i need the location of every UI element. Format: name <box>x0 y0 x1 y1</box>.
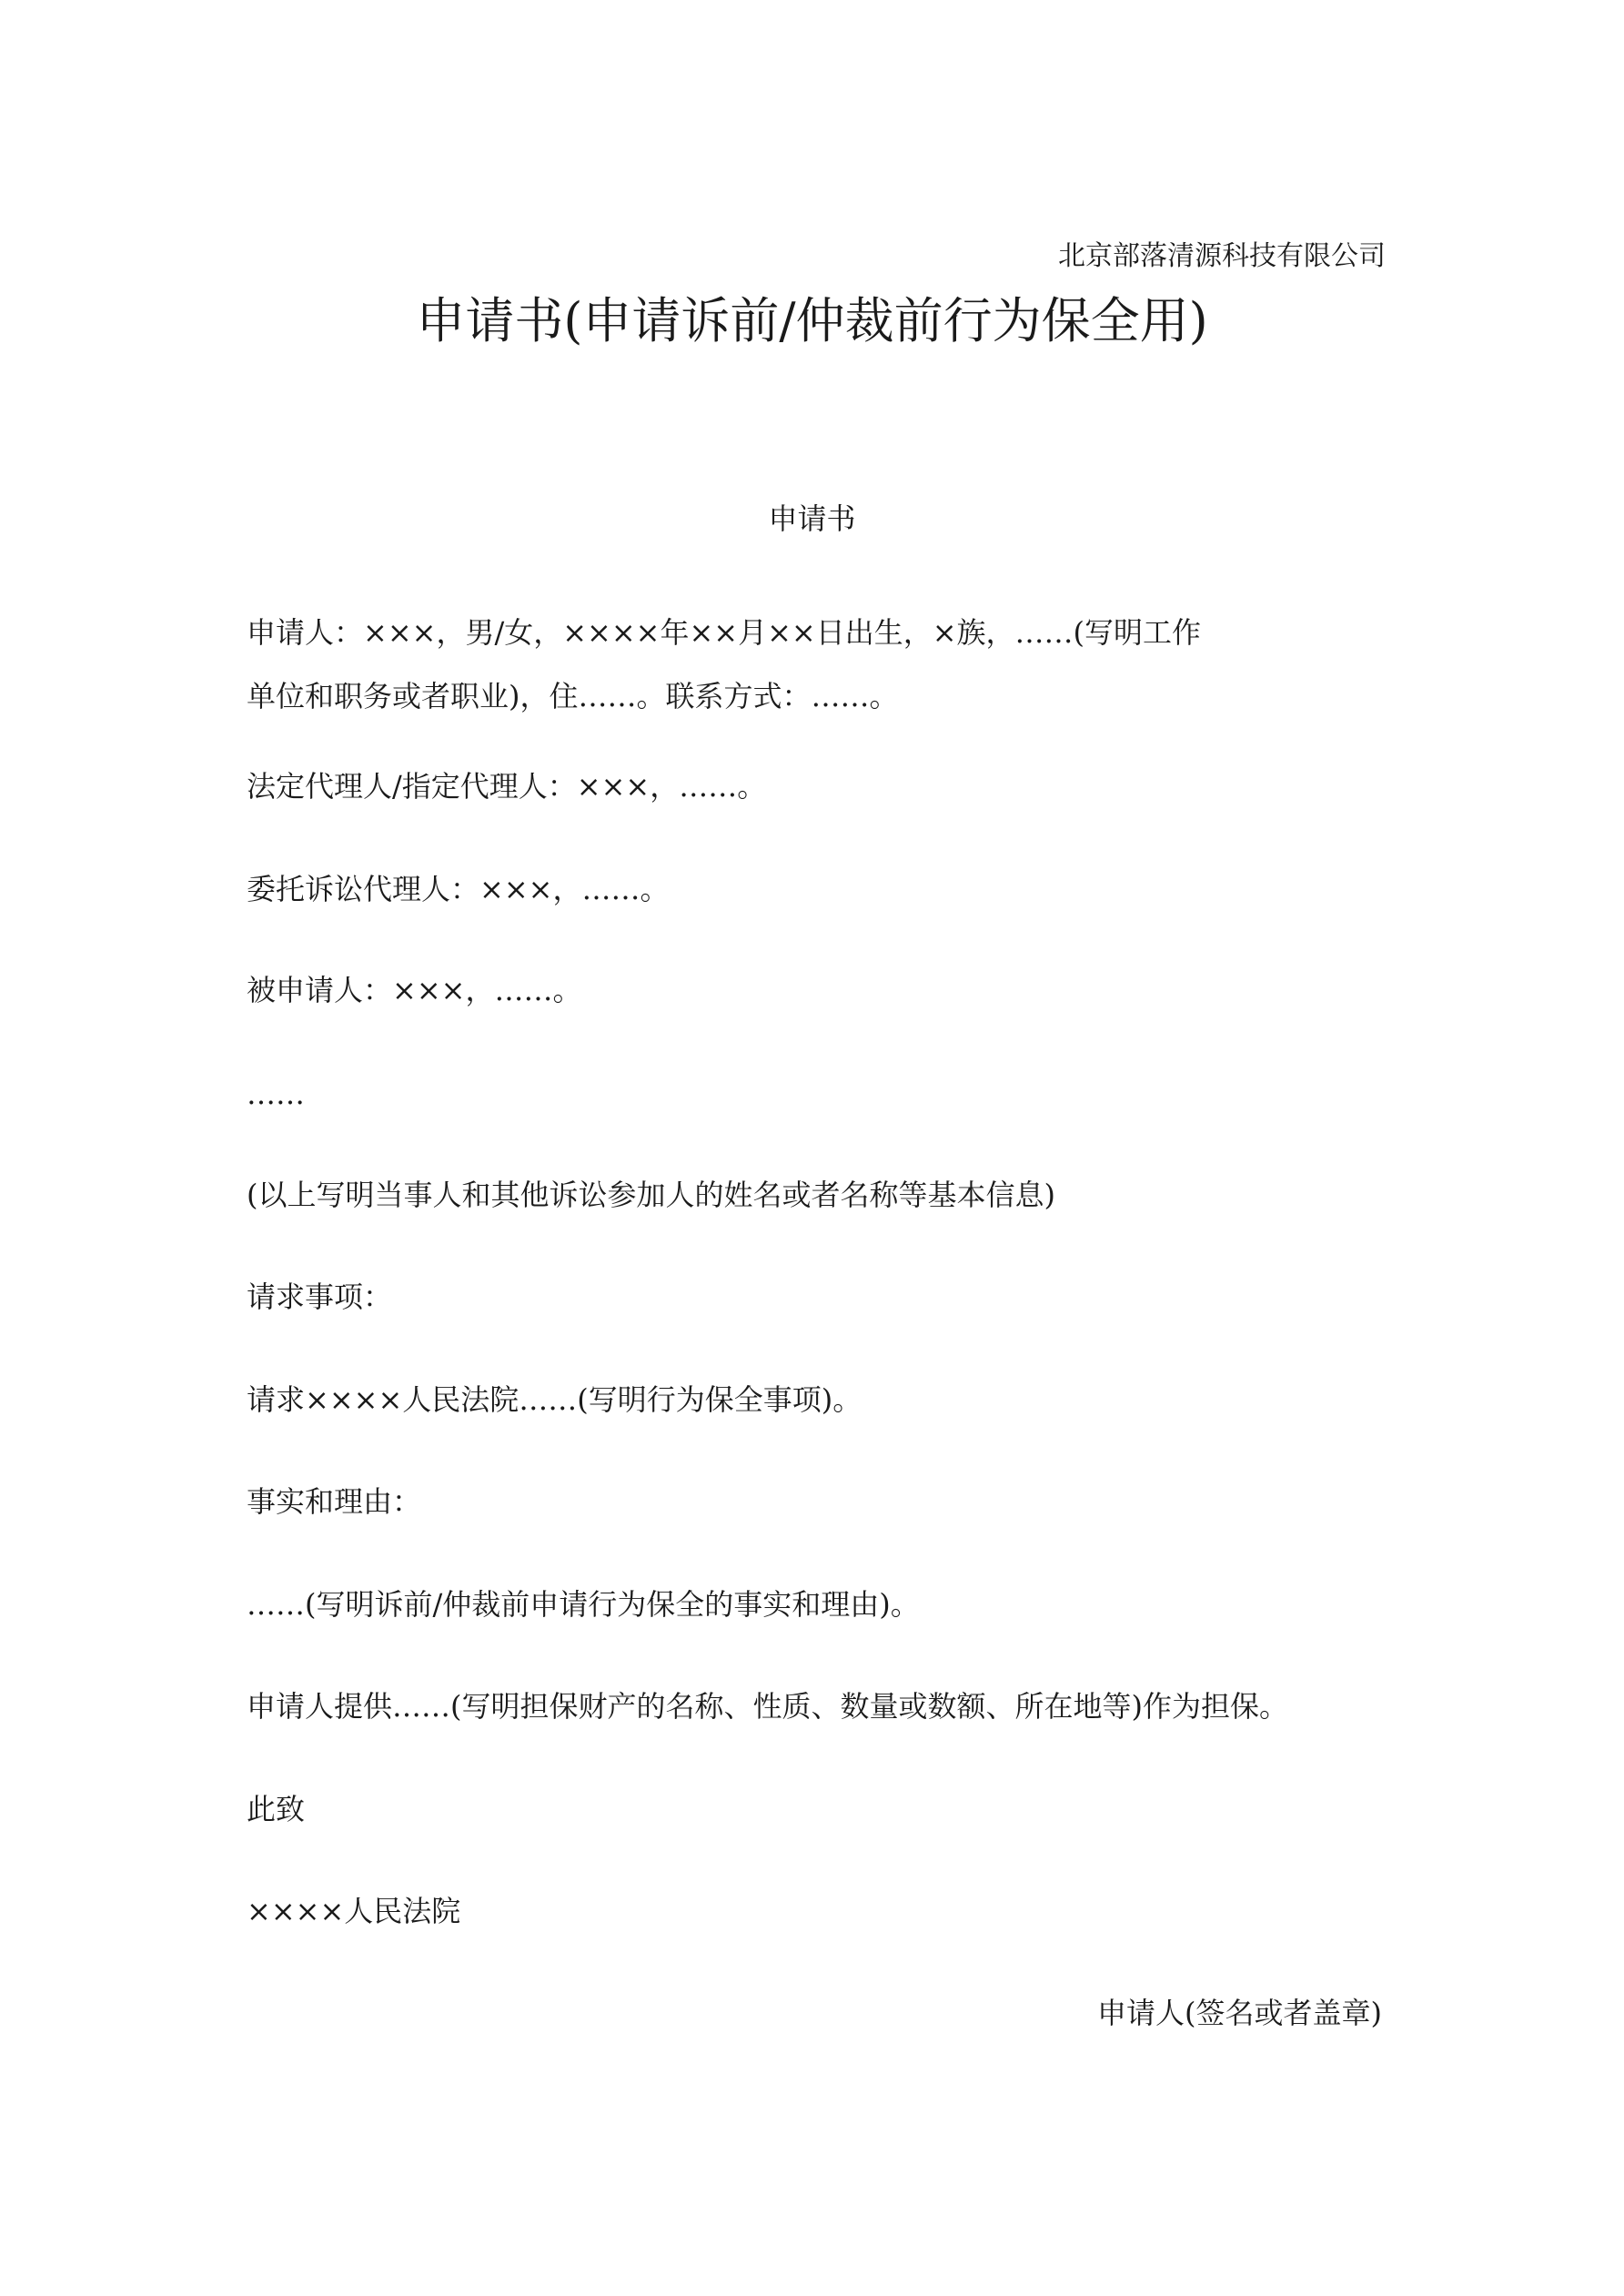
guarantee-text: 申请人提供……(写明担保财产的名称、性质、数量或数额、所在地等)作为担保。 <box>247 1689 1288 1724</box>
litigation-agent-line: 委托诉讼代理人：×××，……。 <box>247 872 670 906</box>
salutation: 此致 <box>247 1792 306 1826</box>
court-name: ××××人民法院 <box>247 1894 461 1928</box>
facts-text: ……(写明诉前/仲裁前申请行为保全的事实和理由)。 <box>247 1587 920 1622</box>
document-title: 申请书(申请诉前/仲裁前行为保全用) <box>416 292 1208 349</box>
respondent-line: 被申请人：×××，……。 <box>247 973 582 1007</box>
ellipsis-line: …… <box>247 1077 305 1111</box>
facts-heading: 事实和理由： <box>247 1484 422 1519</box>
document-subtitle: 申请书 <box>768 501 856 536</box>
signature-line: 申请人(签名或者盖章) <box>1097 1996 1382 2030</box>
company-name: 北京部落清源科技有限公司 <box>1058 240 1386 272</box>
applicant-paragraph <box>247 601 1384 728</box>
claims-heading: 请求事项： <box>247 1279 393 1314</box>
applicant-line-2: 单位和职务或者职业)，住……。联系方式：……。 <box>247 679 899 713</box>
legal-representative-line: 法定代理人/指定代理人：×××，……。 <box>247 769 767 804</box>
claims-text: 请求××××人民法院……(写明行为保全事项)。 <box>247 1382 862 1417</box>
applicant-line-1: 申请人：×××，男/女，××××年××月××日出生，×族，……(写明工作 <box>247 615 1202 650</box>
parties-note: (以上写明当事人和其他诉讼参加人的姓名或者名称等基本信息) <box>247 1178 1055 1212</box>
